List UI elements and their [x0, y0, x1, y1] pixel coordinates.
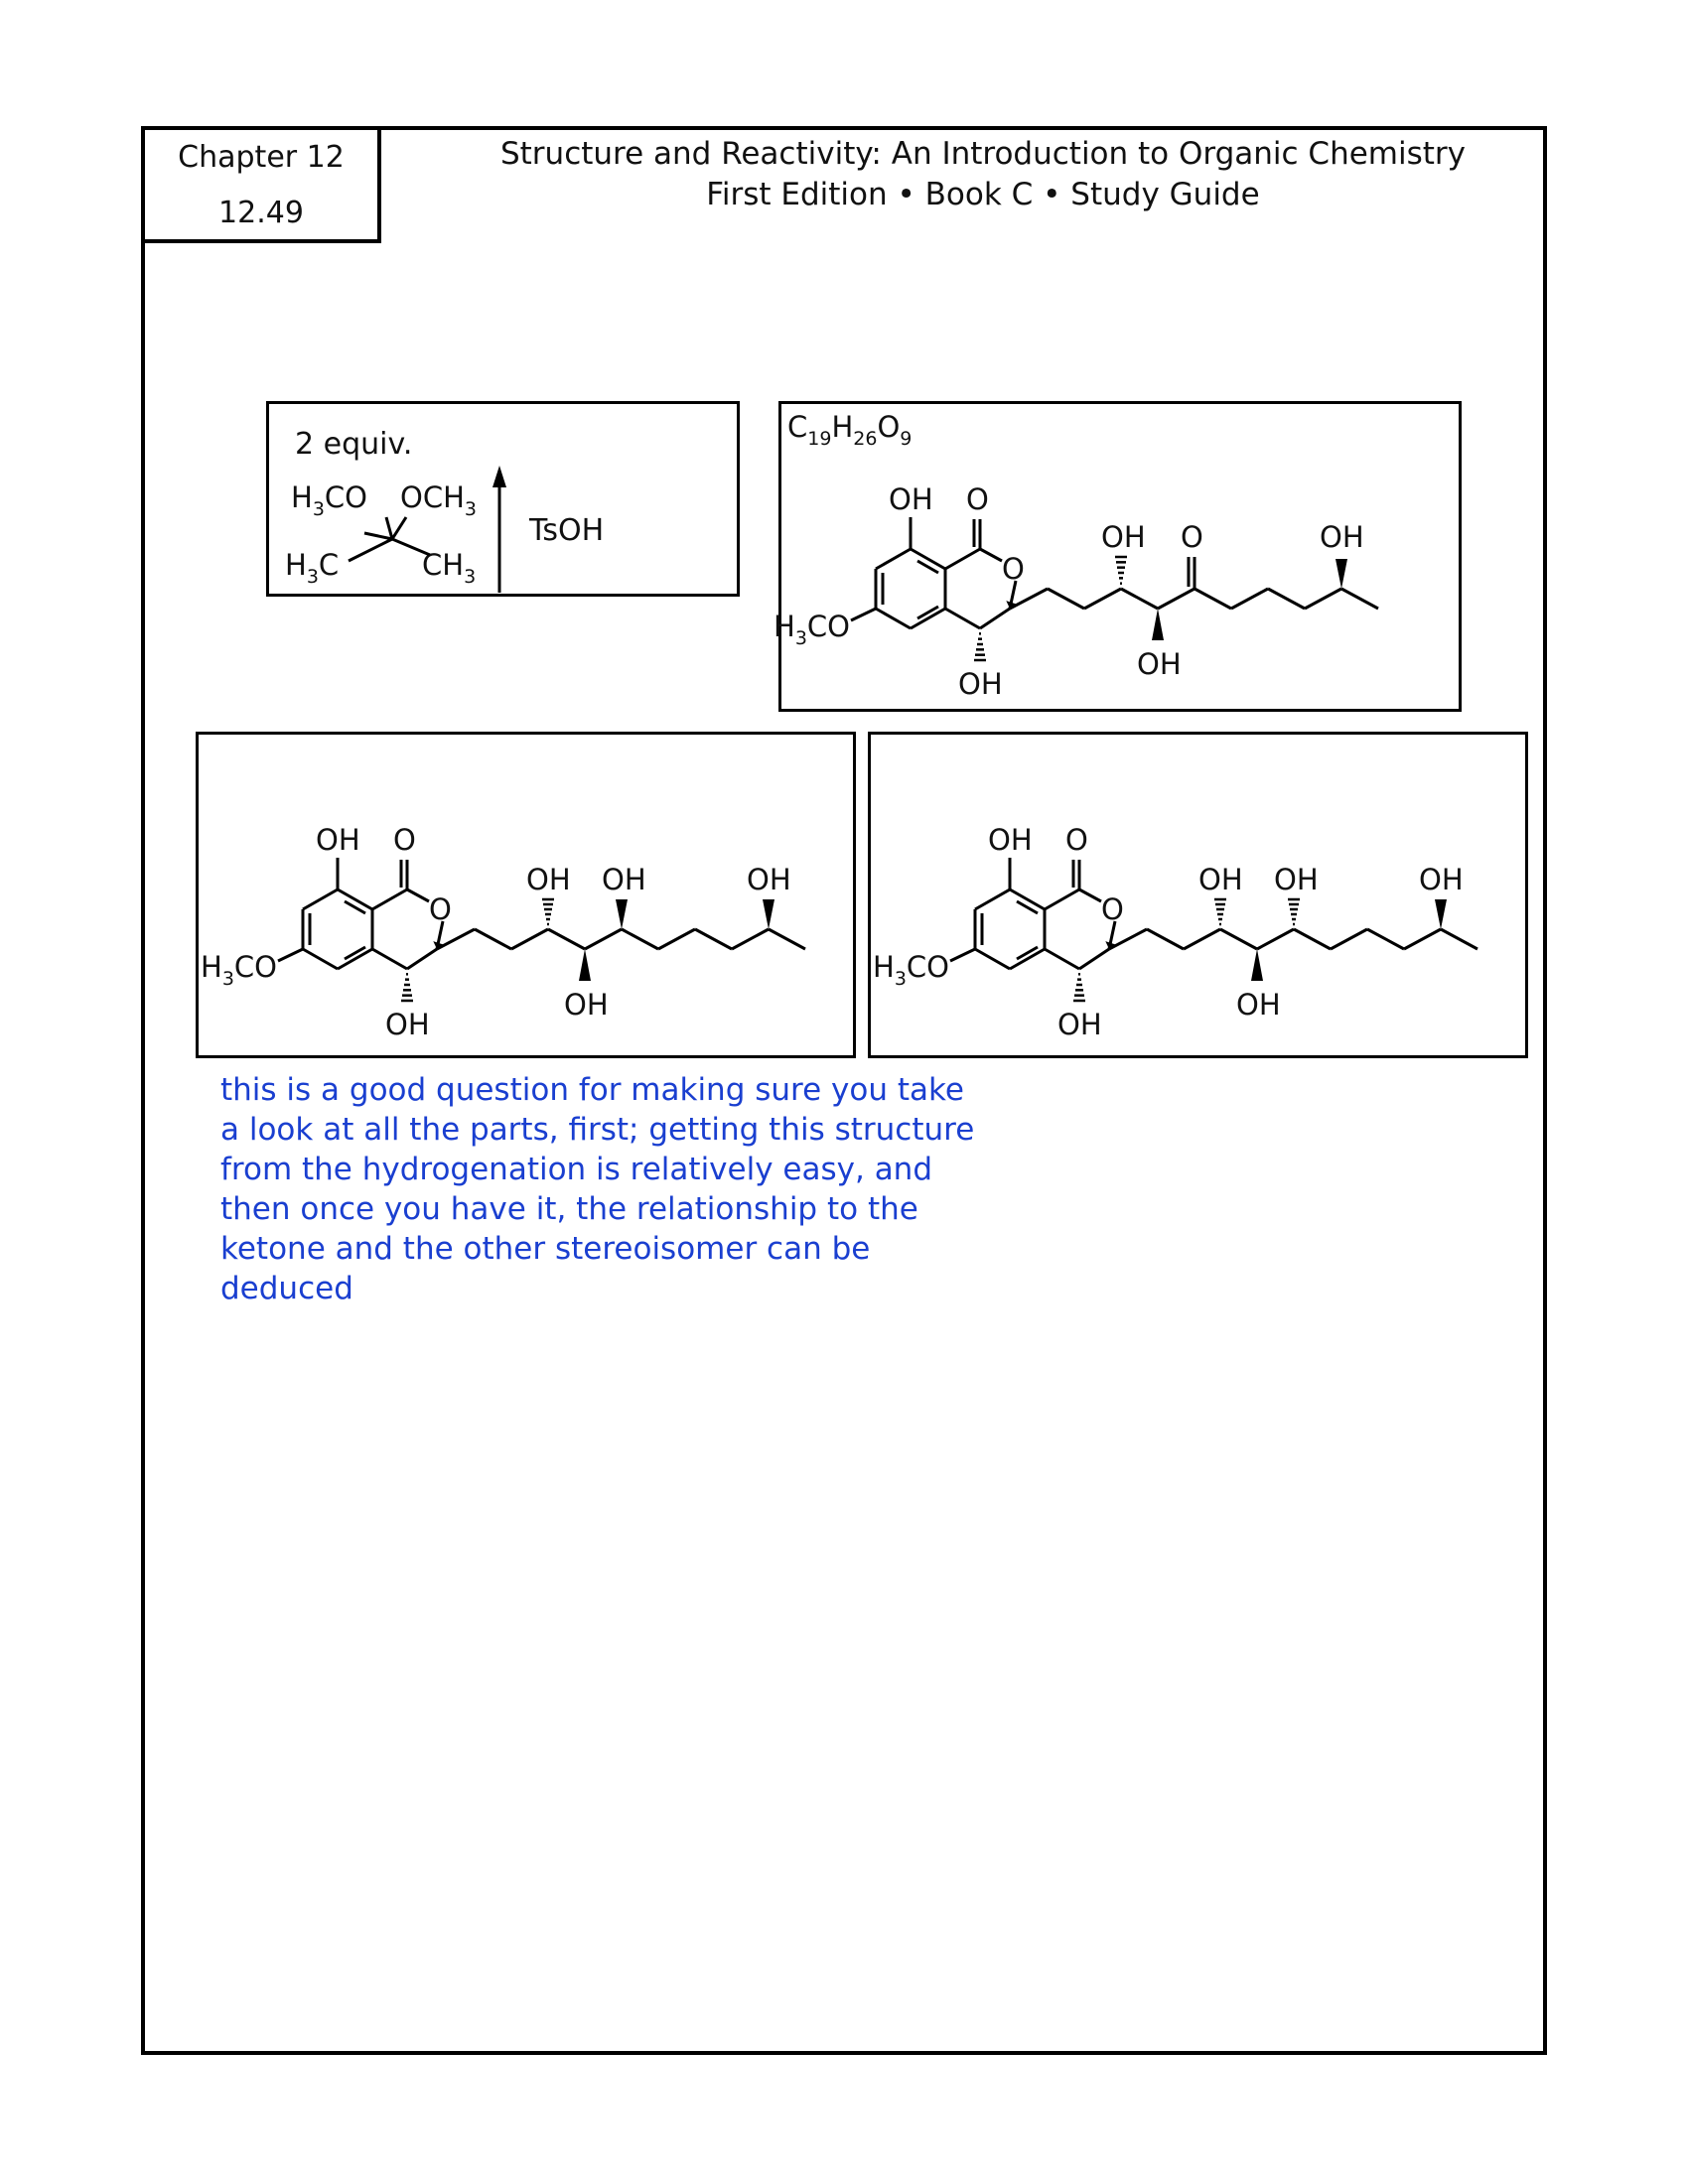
bond	[372, 889, 407, 909]
ketone-structure-box	[774, 401, 1462, 712]
chain-bond	[511, 929, 548, 949]
ketone-structure	[774, 404, 1465, 715]
chain-oh-label: OH	[1320, 520, 1364, 554]
chapter-label: Chapter 12	[178, 140, 345, 175]
chain-oh-label: OH	[1137, 647, 1182, 681]
phenol-oh-label: OH	[316, 823, 360, 857]
chain-oh-label: OH	[602, 863, 646, 896]
book-subtitle: First Edition • Book C • Study Guide	[706, 177, 1260, 212]
chain-bond	[585, 929, 622, 949]
c4-oh-label: OH	[958, 667, 1003, 701]
chain-bond	[1257, 929, 1294, 949]
bond	[1045, 889, 1079, 909]
ring-bond	[303, 949, 338, 969]
ring-bond	[975, 889, 1010, 909]
acetal-bonds	[349, 517, 430, 561]
diol-structure-box-2	[868, 732, 1528, 1058]
bond	[407, 889, 429, 901]
catalyst-label: TsOH	[529, 513, 605, 548]
svg-text:OCH3: $OCH_3$	[400, 480, 477, 520]
wedge-bond	[1251, 949, 1263, 981]
chain-bond	[1147, 929, 1184, 949]
handwritten-note: this is a good question for making sure you take a look at all the parts, first; getting this structure from the hydrogenation is relatively easy, and then once you have it, the relationship to the ketone and the other stereoisomer can be deduced	[220, 1072, 975, 1306]
chain-oh-label: OH	[564, 988, 609, 1022]
diol-structure-1	[199, 735, 859, 1061]
bond	[851, 609, 876, 620]
chain-bond	[1084, 589, 1121, 609]
chain-bond	[1121, 589, 1158, 609]
carbonyl-o-label: O	[1065, 823, 1088, 857]
chain-bond	[622, 929, 658, 949]
svg-text:H3CO: $H_3CO$	[291, 480, 367, 520]
chapter-box	[141, 126, 381, 243]
ketone-o-label: O	[1181, 520, 1203, 554]
wedge-bond	[763, 899, 774, 929]
bond	[950, 949, 975, 961]
equiv-label: 2 equiv.	[295, 427, 413, 462]
chain-bond	[1109, 929, 1147, 949]
molecular-formula: $C_{19}H_{26}O_9$	[787, 410, 913, 450]
wedge-bond	[1336, 559, 1347, 589]
chain-bond	[1268, 589, 1305, 609]
carbonyl-o-label: O	[393, 823, 416, 857]
chain-oh-label: OH	[526, 863, 571, 896]
bond	[372, 949, 407, 969]
reagent-diagram	[269, 404, 743, 600]
chain-bond	[1048, 589, 1084, 609]
chain-oh-label: OH	[1101, 520, 1146, 554]
reagent-box	[266, 401, 740, 597]
chain-bond	[1010, 589, 1048, 609]
chain-bond	[732, 929, 769, 949]
c4-oh-label: OH	[1057, 1008, 1102, 1041]
molecule-diol2	[873, 823, 1477, 1041]
chain-bond	[1404, 929, 1441, 949]
ring-bond	[345, 947, 365, 959]
chain-bond	[695, 929, 732, 949]
chain-oh-label: OH	[1274, 863, 1319, 896]
ring-o-label: O	[429, 892, 452, 926]
ring-bond	[876, 609, 911, 628]
chain-oh-label: OH	[1198, 863, 1243, 896]
molecule-ketone	[774, 482, 1378, 701]
ring-o-label: O	[1002, 552, 1025, 586]
chain-bond	[1195, 589, 1231, 609]
molecule-diol1	[201, 823, 805, 1041]
c4-oh-label: OH	[385, 1008, 430, 1041]
ring-bond	[917, 607, 938, 618]
chain-bond	[658, 929, 695, 949]
chain-bond	[1341, 589, 1378, 609]
methoxy-label: $H_3CO$	[201, 950, 277, 990]
chain-bond	[475, 929, 511, 949]
ring-bond	[876, 549, 911, 569]
chain-bond	[1231, 589, 1268, 609]
book-title: Structure and Reactivity: An Introduction to Organic Chemistry	[499, 136, 1467, 172]
bond	[1045, 949, 1079, 969]
phenol-oh-label: OH	[988, 823, 1033, 857]
carbonyl-o-label: O	[966, 482, 989, 516]
chain-bond	[1441, 929, 1477, 949]
ring-bond	[303, 889, 338, 909]
chain-bond	[548, 929, 585, 949]
methoxy-label: $H_3CO$	[873, 950, 949, 990]
chain-bond	[1331, 929, 1367, 949]
ring-bond	[1017, 947, 1038, 959]
chain-oh-label: OH	[1236, 988, 1281, 1022]
chain-bond	[769, 929, 805, 949]
bond	[980, 549, 1002, 561]
wedge-bond	[579, 949, 591, 981]
bond	[980, 609, 1010, 628]
chain-bond	[1294, 929, 1331, 949]
svg-text:CH3: $CH_3$	[422, 548, 477, 588]
bond	[1079, 949, 1109, 969]
arrow-head	[492, 466, 506, 487]
diol-structure-2	[871, 735, 1531, 1061]
bond	[945, 549, 980, 569]
svg-text:H3C: $H_3C$	[285, 548, 340, 588]
chain-bond	[1184, 929, 1220, 949]
chain-oh-label: OH	[747, 863, 791, 896]
wedge-bond	[616, 899, 628, 929]
bond	[945, 609, 980, 628]
bond	[1079, 889, 1101, 901]
methoxy-label: $H_3CO$	[774, 610, 850, 649]
chain-bond	[1220, 929, 1257, 949]
chain-oh-label: OH	[1419, 863, 1464, 896]
ring-bond	[975, 949, 1010, 969]
chain-bond	[437, 929, 475, 949]
diol-structure-box-1	[196, 732, 856, 1058]
phenol-oh-label: OH	[889, 482, 933, 516]
wedge-bond	[1435, 899, 1447, 929]
problem-number: 12.49	[218, 196, 304, 230]
wedge-bond	[1152, 609, 1164, 640]
chain-bond	[1367, 929, 1404, 949]
chain-bond	[1158, 589, 1195, 609]
ring-o-label: O	[1101, 892, 1124, 926]
bond	[278, 949, 303, 961]
bond	[407, 949, 437, 969]
chain-bond	[1305, 589, 1341, 609]
book-header	[427, 134, 1539, 215]
